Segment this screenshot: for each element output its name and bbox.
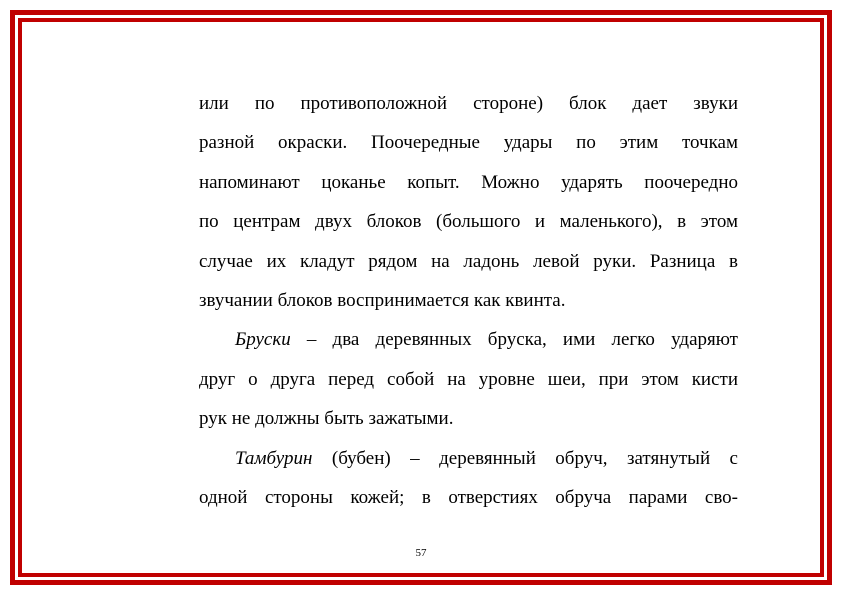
- text-line: или по противоположной стороне) блок дает звуки: [199, 93, 738, 114]
- text-line: по центрам двух блоков (большого и маленького), в этом: [199, 211, 738, 233]
- text-line: звучании блоков воспринимается как квинта.: [199, 289, 566, 311]
- text-line: рук не должны быть зажатыми.: [199, 408, 454, 430]
- text-line: напоминают цоканье копыт. Можно ударять поочередно: [199, 171, 738, 193]
- text-line: случае их кладут рядом на ладонь левой руки. Разница в: [199, 250, 738, 272]
- text-line: разной окраски. Поочередные удары по этим точкам: [199, 132, 738, 154]
- term-tamburin: Тамбурин: [235, 447, 313, 469]
- term-bruski: Бруски: [235, 329, 291, 351]
- page-number: 57: [415, 547, 427, 559]
- text-line: одной стороны кожей; в отверстиях обруча парами сво-: [199, 486, 738, 508]
- body-text: [199, 84, 738, 517]
- text-segment: – два деревянных бруска, ими легко ударяют: [290, 329, 738, 351]
- paragraph-bruski-first-line: [199, 320, 738, 359]
- paragraph-tamburin-first-line: [199, 439, 738, 478]
- text-segment: (бубен) – деревянный обруч, затянутый с: [312, 447, 738, 469]
- text-line: друг о друга перед собой на уровне шеи, при этом кисти: [199, 368, 738, 390]
